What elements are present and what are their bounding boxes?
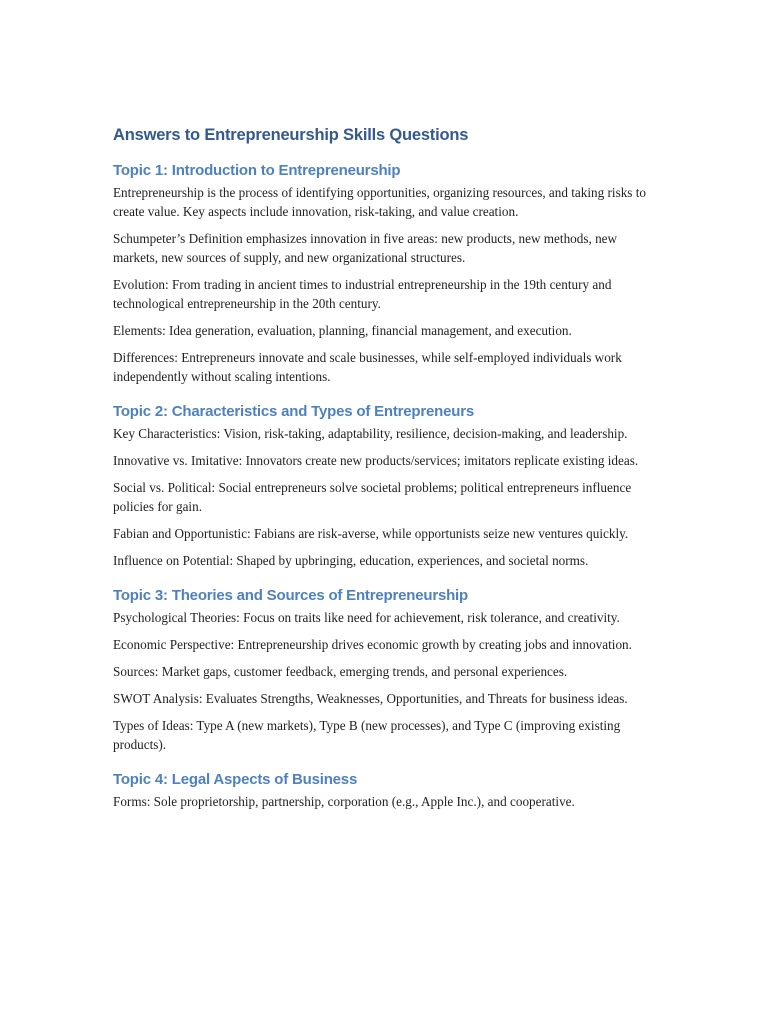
paragraph: Differences: Entrepreneurs innovate and scale businesses, while self-employed individuals work independently without scaling intentions. <box>113 350 622 384</box>
document-title: Answers to Entrepreneurship Skills Questions <box>113 126 469 144</box>
paragraph: Elements: Idea generation, evaluation, planning, financial management, and execution. <box>113 323 572 338</box>
paragraph: Types of Ideas: Type A (new markets), Type B (new processes), and Type C (improving existing products). <box>113 718 621 752</box>
document-page <box>113 124 658 826</box>
section-heading: Topic 1: Introduction to Entrepreneurship <box>113 162 401 179</box>
section-heading: Topic 3: Theories and Sources of Entrepreneurship <box>113 587 468 604</box>
paragraph: Forms: Sole proprietorship, partnership, corporation (e.g., Apple Inc.), and cooperative. <box>113 794 575 809</box>
section-topic-2 <box>113 401 658 570</box>
paragraph: Influence on Potential: Shaped by upbringing, education, experiences, and societal norms. <box>113 553 589 568</box>
paragraph: Psychological Theories: Focus on traits like need for achievement, risk tolerance, and creativity. <box>113 610 620 625</box>
section-heading: Topic 4: Legal Aspects of Business <box>113 771 358 788</box>
paragraph: Sources: Market gaps, customer feedback, emerging trends, and personal experiences. <box>113 664 568 679</box>
paragraph: Fabian and Opportunistic: Fabians are risk-averse, while opportunists seize new ventures quickly. <box>113 526 629 541</box>
paragraph: Economic Perspective: Entrepreneurship drives economic growth by creating jobs and innovation. <box>113 637 632 652</box>
paragraph: Evolution: From trading in ancient times to industrial entrepreneurship in the 19th century and technological entrepreneurship in the 20th century. <box>113 277 612 311</box>
paragraph: Innovative vs. Imitative: Innovators create new products/services; imitators replicate existing ideas. <box>113 453 639 468</box>
paragraph: SWOT Analysis: Evaluates Strengths, Weaknesses, Opportunities, and Threats for business ideas. <box>113 691 628 706</box>
paragraph: Key Characteristics: Vision, risk-taking, adaptability, resilience, decision-making, and leadership. <box>113 426 628 441</box>
paragraph: Schumpeter’s Definition emphasizes innovation in five areas: new products, new methods, new markets, new sources of supply, and new organizational structures. <box>113 231 618 265</box>
section-heading: Topic 2: Characteristics and Types of Entrepreneurs <box>113 403 475 420</box>
section-topic-1 <box>113 160 658 386</box>
paragraph: Entrepreneurship is the process of identifying opportunities, organizing resources, and taking risks to create value. Key aspects include innovation, risk-taking, and value creation. <box>113 185 646 219</box>
section-topic-4 <box>113 769 658 811</box>
section-topic-3 <box>113 585 658 754</box>
paragraph: Social vs. Political: Social entrepreneurs solve societal problems; political entrepreneurs influence policies for gain. <box>113 480 632 514</box>
